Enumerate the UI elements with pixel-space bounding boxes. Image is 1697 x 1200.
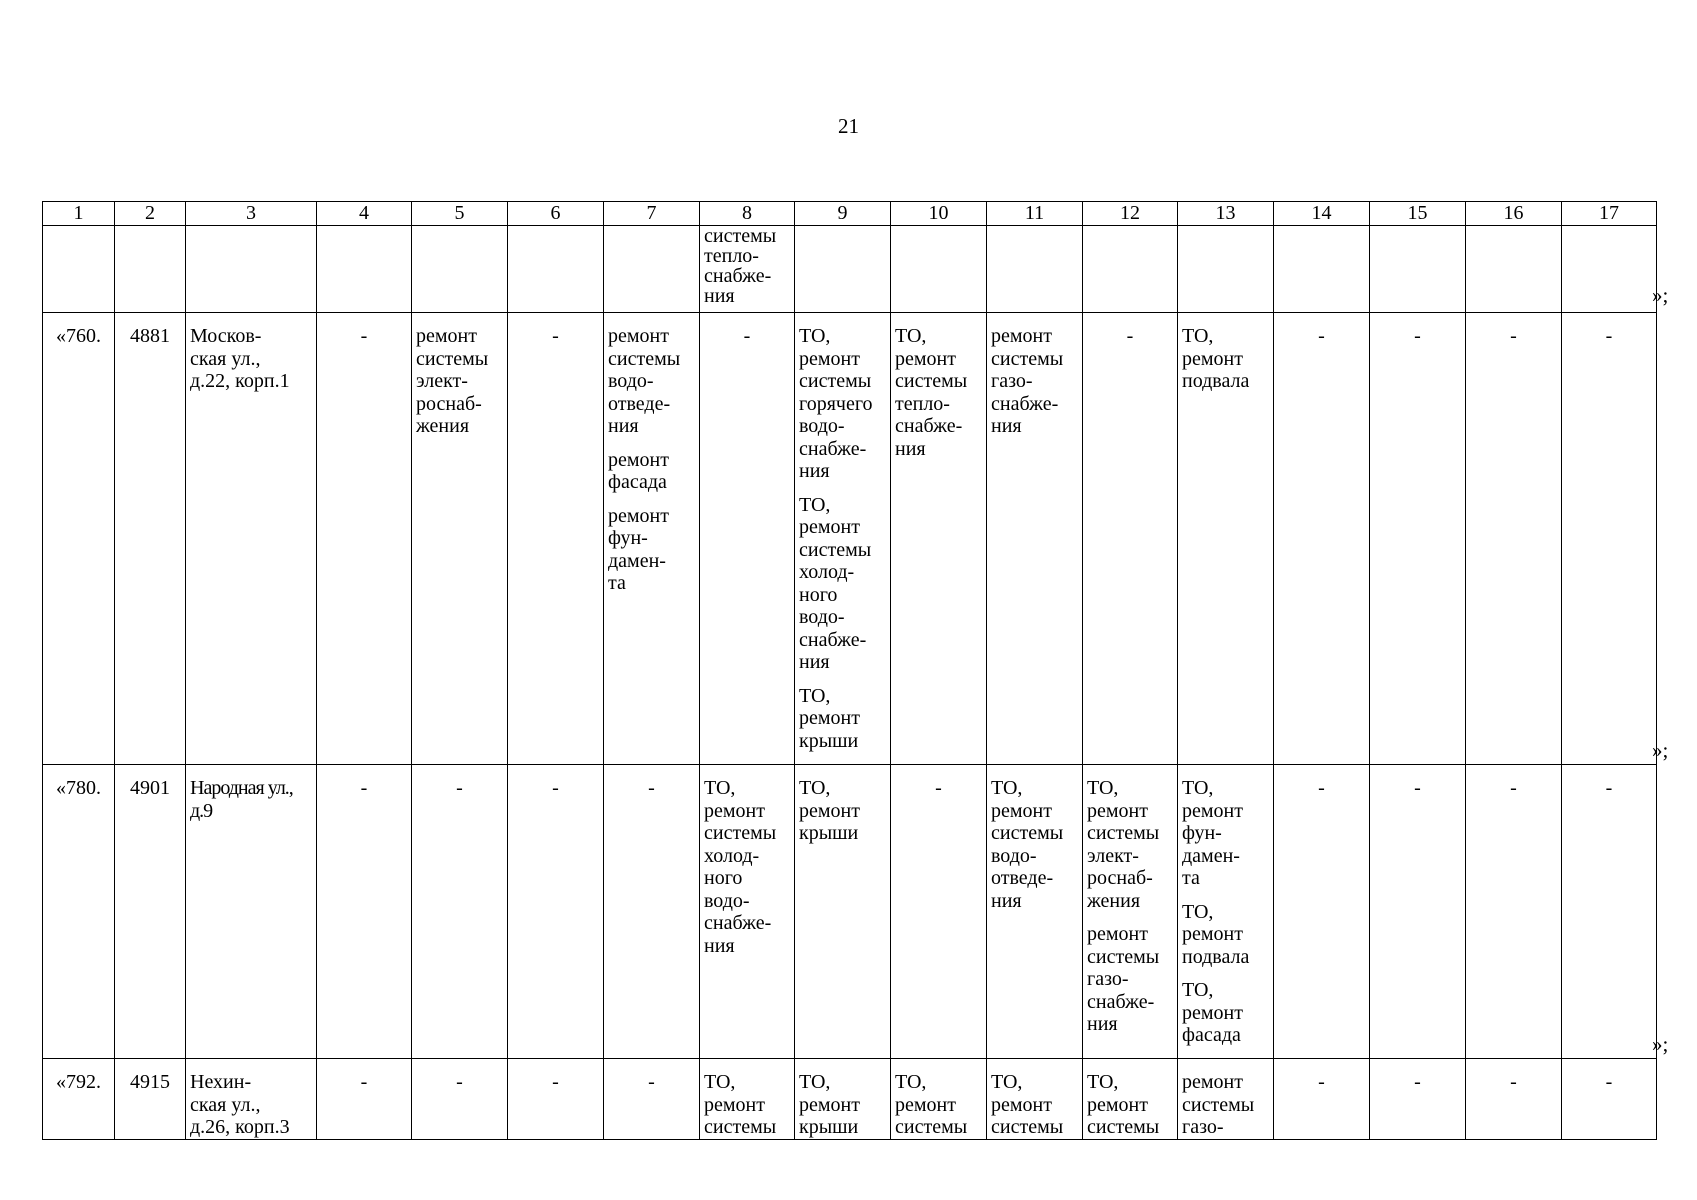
- cell-col6: -: [508, 765, 604, 1059]
- cell-text-line: подвала: [1182, 945, 1250, 968]
- cell-text-line: системы: [799, 538, 872, 561]
- cell-col17: -: [1562, 765, 1657, 1059]
- cell-text-line: ния: [991, 889, 1022, 912]
- cell-text-line: ного: [704, 867, 743, 889]
- cell-text-line: ния: [895, 437, 926, 460]
- row-closing-mark: »;: [1652, 283, 1669, 307]
- work-entry: [416, 325, 503, 438]
- cell-text-line: холод-: [704, 844, 760, 867]
- continuation-cell-col12: [1083, 226, 1178, 313]
- table-row: [43, 765, 1657, 1059]
- work-entry: [895, 325, 982, 460]
- cell-text-line: системы: [991, 1116, 1064, 1138]
- cell-text-line: снабже-: [799, 437, 867, 460]
- cell-text-line: газо-: [1182, 1116, 1224, 1138]
- cell-text-line: фун-: [608, 527, 648, 549]
- cell-text-line: ТО,: [799, 777, 831, 799]
- cell-text-line: ремонт: [1182, 1001, 1243, 1024]
- cell-text-line: ремонт: [1087, 923, 1148, 945]
- cell-col5: -: [412, 765, 508, 1059]
- cell-text-line: системы: [1087, 822, 1160, 844]
- cell-text-line: системы: [608, 347, 681, 370]
- cell-text-line: фун-: [1182, 822, 1222, 844]
- column-number-1: 1: [43, 202, 115, 226]
- work-entry: [1087, 1071, 1173, 1139]
- address-line: д.9: [190, 799, 213, 822]
- cell-text-line: ТО,: [1087, 1071, 1119, 1093]
- building-code: 4901: [115, 765, 186, 1059]
- row-number: «780.: [43, 765, 115, 1059]
- cell-text-line: ния: [799, 460, 830, 482]
- work-entry: [799, 685, 886, 753]
- cell-text-line: тепло-: [895, 392, 950, 415]
- cell-text-line: водо-: [799, 415, 845, 437]
- cell-text-line: ТО,: [799, 684, 831, 707]
- cell-text-line: водо-: [991, 844, 1037, 867]
- cell-col8: [700, 765, 795, 1059]
- building-code: 4881: [115, 313, 186, 765]
- cell-text-line: дамен-: [1182, 844, 1240, 867]
- continuation-cell-col4: [317, 226, 412, 313]
- cell-col14: -: [1274, 313, 1370, 765]
- cell-col8: -: [700, 313, 795, 765]
- work-entry: [799, 777, 886, 845]
- work-entry: [608, 505, 695, 595]
- cell-text-line: горячего: [799, 392, 873, 415]
- cell-col12: [1083, 1059, 1178, 1140]
- column-number-9: 9: [795, 202, 891, 226]
- continuation-cell-col16: [1466, 226, 1562, 313]
- cell-text-line: ния: [704, 934, 735, 957]
- cell-text-line: системы: [1087, 945, 1160, 968]
- cell-text-line: ТО,: [1182, 979, 1214, 1001]
- work-entry: [608, 449, 695, 494]
- row-closing-mark: »;: [1652, 738, 1669, 762]
- cell-col13: [1178, 1059, 1274, 1140]
- cell-col16: -: [1466, 765, 1562, 1059]
- work-entry: [895, 1071, 982, 1139]
- cell-col11: [987, 1059, 1083, 1140]
- column-number-11: 11: [987, 202, 1083, 226]
- building-code: 4915: [115, 1059, 186, 1140]
- cell-text-line: та: [1182, 867, 1200, 889]
- continuation-row: [43, 226, 1657, 313]
- cell-col15: -: [1370, 313, 1466, 765]
- cell-text-line: ТО,: [895, 1071, 927, 1093]
- cell-col10: -: [891, 765, 987, 1059]
- cell-text-line: ремонт: [1182, 347, 1243, 370]
- address-line: Народная ул.,: [190, 777, 293, 799]
- continuation-cell-col15: [1370, 226, 1466, 313]
- cell-text-line: ТО,: [799, 325, 831, 347]
- column-number-10: 10: [891, 202, 987, 226]
- column-number-5: 5: [412, 202, 508, 226]
- column-number-14: 14: [1274, 202, 1370, 226]
- cell-col7: -: [604, 1059, 700, 1140]
- continuation-cell-col7: [604, 226, 700, 313]
- cell-text-line: фасада: [1182, 1024, 1241, 1046]
- cell-col13: [1178, 313, 1274, 765]
- cell-text-line: ремонт: [799, 707, 860, 729]
- cell-col16: -: [1466, 313, 1562, 765]
- continuation-cell-col11: [987, 226, 1083, 313]
- cell-col12: [1083, 765, 1178, 1059]
- cell-text-line: системы: [704, 822, 777, 844]
- cell-text-line: водо-: [608, 370, 654, 392]
- cell-text-line: системы: [416, 347, 489, 370]
- cell-text-line: ТО,: [895, 325, 927, 347]
- cell-col16: -: [1466, 1059, 1562, 1140]
- cell-text-line: системы: [1087, 1116, 1160, 1138]
- column-number-4: 4: [317, 202, 412, 226]
- cell-text-line: ТО,: [1182, 777, 1214, 799]
- cell-text-line: подвала: [1182, 370, 1250, 392]
- column-number-12: 12: [1083, 202, 1178, 226]
- cell-text-line: ния: [991, 415, 1022, 437]
- cell-col4: -: [317, 313, 412, 765]
- cell-text-line: системы: [1182, 1093, 1255, 1116]
- cell-text-line: роснаб-: [1087, 867, 1153, 889]
- row-number: «792.: [43, 1059, 115, 1140]
- cell-col4: -: [317, 765, 412, 1059]
- cell-col11: [987, 313, 1083, 765]
- cell-text-line: жения: [1087, 889, 1141, 912]
- continuation-cell-col14: [1274, 226, 1370, 313]
- cell-text-line: ТО,: [1182, 325, 1214, 347]
- cell-text-line: крыши: [799, 729, 859, 752]
- continuation-cell-col1: [43, 226, 115, 313]
- work-entry: [1182, 979, 1269, 1047]
- continuation-cell-col17: [1562, 226, 1657, 313]
- cell-col5: -: [412, 1059, 508, 1140]
- work-entry: [799, 325, 886, 483]
- work-entry: [991, 1071, 1078, 1139]
- cell-text-line: фасада: [608, 471, 667, 493]
- cell-col14: -: [1274, 1059, 1370, 1140]
- cell-text-line: ремонт: [799, 347, 860, 370]
- cell-text-line: ремонт: [991, 799, 1052, 822]
- cell-text-line: ТО,: [1182, 900, 1214, 923]
- cell-text-line: ТО,: [704, 1071, 736, 1093]
- work-entry: [608, 325, 695, 438]
- cell-text-line: ремонт: [799, 1093, 860, 1116]
- cell-text-line: ремонт: [895, 1093, 956, 1116]
- continuation-cell-col8: [700, 226, 795, 313]
- cell-text-line: ремонт: [608, 325, 669, 347]
- cell-text-line: системы: [895, 370, 968, 392]
- cell-text-line: системы: [704, 1116, 777, 1138]
- work-entry: [1182, 901, 1269, 969]
- cell-text-line: ния: [799, 651, 830, 673]
- cell-text-line: ремонт: [1182, 923, 1243, 945]
- cell-text-line: снабже-: [704, 912, 772, 934]
- cell-text-line: элект-: [416, 370, 468, 392]
- cell-text-line: холод-: [799, 561, 855, 583]
- cell-text-line: ТО,: [991, 777, 1023, 799]
- cell-text-line: ремонт: [799, 799, 860, 822]
- column-number-13: 13: [1178, 202, 1274, 226]
- work-entry: [1182, 1071, 1269, 1139]
- cell-text-line: ТО,: [799, 1071, 831, 1093]
- address-cell: [186, 1059, 317, 1140]
- cell-text-line: системы: [799, 370, 872, 392]
- continuation-cell-col2: [115, 226, 186, 313]
- cell-text-line: ремонт: [704, 1093, 765, 1116]
- cell-text-line: ТО,: [1087, 777, 1119, 799]
- cell-text-line: ТО,: [799, 493, 831, 516]
- cell-col8: [700, 1059, 795, 1140]
- table-row: [43, 313, 1657, 765]
- cell-text-line: водо-: [704, 889, 750, 912]
- cell-col7: -: [604, 765, 700, 1059]
- work-entry: [799, 494, 886, 674]
- cell-text-line: ремонт: [608, 448, 669, 471]
- address-line: ская ул.,: [190, 347, 261, 370]
- cell-col14: -: [1274, 765, 1370, 1059]
- cell-text-line: крыши: [799, 1116, 859, 1138]
- cell-text-line: ремонт: [1087, 1093, 1148, 1116]
- address-line: Москов-: [190, 325, 262, 347]
- work-entry: [704, 1071, 790, 1139]
- cell-text-line: системы: [991, 822, 1064, 844]
- row-closing-mark: »;: [1652, 1032, 1669, 1056]
- cell-col7: [604, 313, 700, 765]
- cell-text-line: ремонт: [416, 325, 477, 347]
- cell-text-line: ремонт: [991, 325, 1052, 347]
- column-number-17: 17: [1562, 202, 1657, 226]
- cell-text-line: газо-: [1087, 968, 1129, 990]
- cell-col10: [891, 1059, 987, 1140]
- column-number-row: [43, 202, 1657, 226]
- column-number-16: 16: [1466, 202, 1562, 226]
- column-number-7: 7: [604, 202, 700, 226]
- cell-text-line: крыши: [799, 822, 859, 844]
- cell-text-line: ния: [1087, 1013, 1118, 1035]
- cell-text-line: ного: [799, 583, 838, 606]
- cell-text-line: системы: [704, 225, 777, 247]
- row-number: «760.: [43, 313, 115, 765]
- cell-col5: [412, 313, 508, 765]
- continuation-cell-col10: [891, 226, 987, 313]
- cell-text-line: ТО,: [991, 1071, 1023, 1093]
- cell-text-line: ремонт: [1182, 799, 1243, 822]
- cell-text-line: дамен-: [608, 549, 666, 572]
- cell-text-line: элект-: [1087, 844, 1139, 867]
- cell-text-line: ремонт: [704, 799, 765, 822]
- continuation-cell-col3: [186, 226, 317, 313]
- address-line: д.22, корп.1: [190, 370, 290, 392]
- cell-text-line: газо-: [991, 370, 1033, 392]
- cell-text-line: снабже-: [991, 392, 1059, 415]
- cell-text-line: ремонт: [799, 516, 860, 538]
- continuation-cell-col9: [795, 226, 891, 313]
- cell-col17: -: [1562, 313, 1657, 765]
- cell-col13: [1178, 765, 1274, 1059]
- cell-text-line: жения: [416, 415, 470, 437]
- cell-col12: -: [1083, 313, 1178, 765]
- cell-text-line: тепло-: [704, 245, 759, 267]
- table-row: [43, 1059, 1657, 1140]
- cell-col6: -: [508, 313, 604, 765]
- column-number-2: 2: [115, 202, 186, 226]
- cell-col15: -: [1370, 1059, 1466, 1140]
- cell-text-line: системы: [895, 1116, 968, 1138]
- work-entry: [799, 1071, 886, 1139]
- cell-text-line: ТО,: [704, 777, 736, 799]
- continuation-cell-col5: [412, 226, 508, 313]
- column-number-6: 6: [508, 202, 604, 226]
- cell-text-line: снабже-: [704, 265, 772, 287]
- cell-text-line: ремонт: [1182, 1071, 1243, 1093]
- cell-col15: -: [1370, 765, 1466, 1059]
- work-entry: [1087, 923, 1173, 1036]
- address-line: д.26, корп.3: [190, 1116, 290, 1138]
- column-number-15: 15: [1370, 202, 1466, 226]
- cell-text-line: снабже-: [1087, 990, 1155, 1013]
- cell-text-line: отведе-: [991, 867, 1054, 889]
- work-entry: [1087, 777, 1173, 912]
- work-entry: [1182, 777, 1269, 890]
- cell-col17: -: [1562, 1059, 1657, 1140]
- address-cell: [186, 313, 317, 765]
- cell-text-line: системы: [991, 347, 1064, 370]
- cell-text-line: роснаб-: [416, 392, 482, 415]
- cell-text-line: снабже-: [895, 415, 963, 437]
- column-number-8: 8: [700, 202, 795, 226]
- cell-col9: [795, 313, 891, 765]
- cell-col11: [987, 765, 1083, 1059]
- cell-text-line: ния: [608, 415, 639, 437]
- cell-text-line: ния: [704, 285, 735, 307]
- cell-text-line: ремонт: [895, 347, 956, 370]
- address-cell: [186, 765, 317, 1059]
- work-entry: [704, 777, 790, 957]
- work-entry: [991, 777, 1078, 912]
- address-line: ская ул.,: [190, 1093, 261, 1116]
- work-entry: [1182, 325, 1269, 393]
- cell-text-line: та: [608, 572, 626, 594]
- page-number: 21: [838, 114, 859, 138]
- work-entry: [991, 325, 1078, 438]
- cell-col9: [795, 1059, 891, 1140]
- address-line: Нехин-: [190, 1071, 252, 1093]
- continuation-cell-col13: [1178, 226, 1274, 313]
- cell-text-line: ремонт: [608, 504, 669, 527]
- cell-text-line: отведе-: [608, 392, 671, 415]
- cell-col6: -: [508, 1059, 604, 1140]
- cell-text-line: водо-: [799, 606, 845, 628]
- cell-text-line: ремонт: [991, 1093, 1052, 1116]
- column-number-3: 3: [186, 202, 317, 226]
- cell-col10: [891, 313, 987, 765]
- cell-text-line: ремонт: [1087, 799, 1148, 822]
- cell-col4: -: [317, 1059, 412, 1140]
- cell-text-line: снабже-: [799, 628, 867, 651]
- repair-schedule-table: [42, 201, 1657, 1140]
- continuation-cell-col6: [508, 226, 604, 313]
- cell-col9: [795, 765, 891, 1059]
